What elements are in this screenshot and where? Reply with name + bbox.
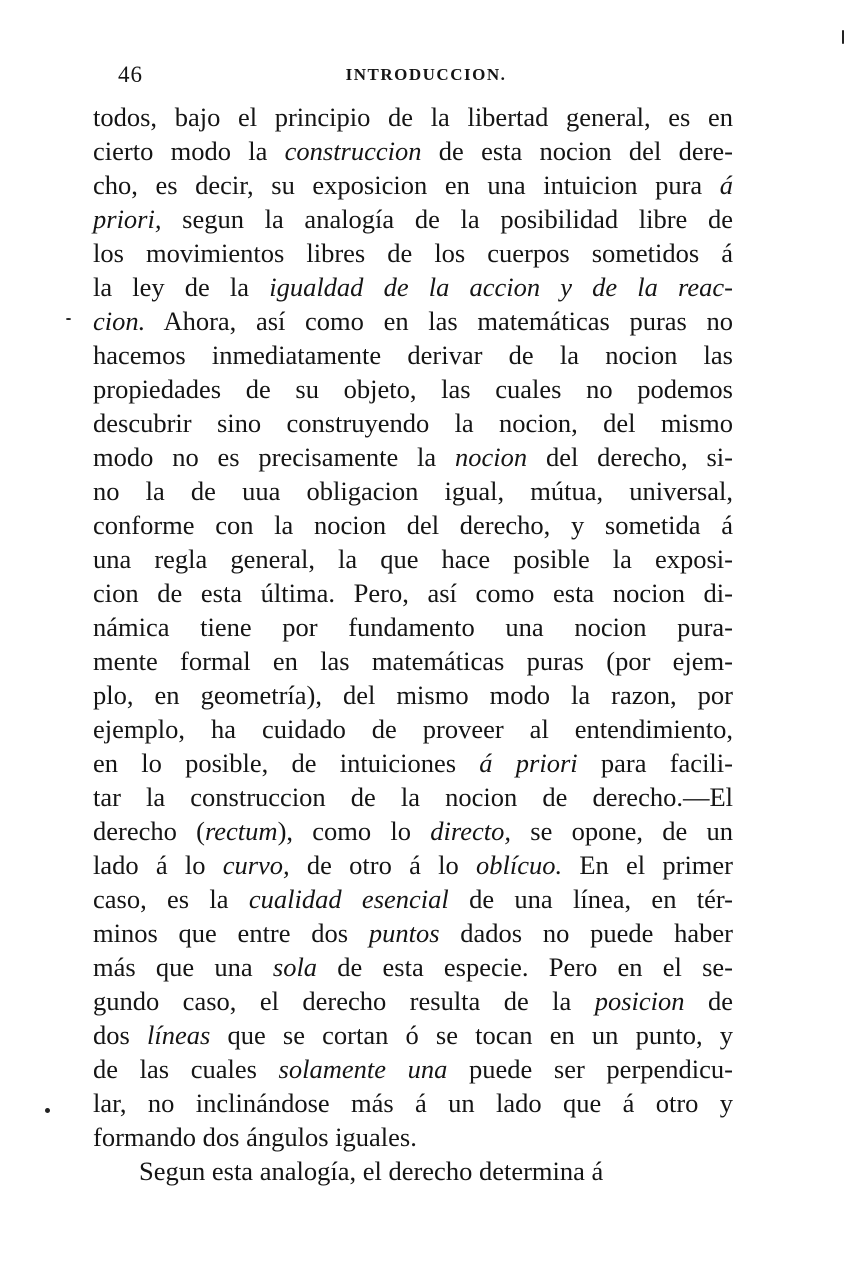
text-line bbox=[93, 474, 733, 508]
text-segment: dos bbox=[93, 1020, 147, 1050]
italic-text: igualdad de la accion y de la reac- bbox=[269, 272, 733, 302]
text-segment: de bbox=[684, 986, 733, 1016]
margin-mark bbox=[842, 30, 844, 44]
text-line bbox=[93, 372, 733, 406]
text-segment: cierto modo la bbox=[93, 136, 285, 166]
text-segment: formando dos ángulos iguales. bbox=[93, 1122, 417, 1152]
text-line bbox=[93, 304, 733, 338]
text-segment: hacemos inmediatamente derivar de la nocion las bbox=[93, 340, 733, 370]
text-segment: minos que entre dos bbox=[93, 918, 369, 948]
margin-mark bbox=[66, 318, 71, 320]
text-segment: cho, es decir, su exposicion en una intuicion pura bbox=[93, 170, 720, 200]
text-line bbox=[93, 984, 733, 1018]
text-line bbox=[93, 1086, 733, 1120]
text-segment: del derecho, si- bbox=[527, 442, 733, 472]
text-line bbox=[93, 882, 733, 916]
text-segment: propiedades de su objeto, las cuales no podemos bbox=[93, 374, 733, 404]
italic-text: directo, bbox=[430, 816, 511, 846]
italic-text: posicion bbox=[594, 986, 685, 1016]
text-line bbox=[93, 1052, 733, 1086]
page-number: 46 bbox=[118, 62, 143, 87]
text-segment: modo no es precisamente la bbox=[93, 442, 455, 472]
text-line bbox=[93, 916, 733, 950]
text-segment: puede ser perpendicu- bbox=[447, 1054, 733, 1084]
italic-text: cualidad esencial bbox=[248, 884, 449, 914]
text-segment: de esta nocion del dere- bbox=[421, 136, 733, 166]
text-line bbox=[93, 406, 733, 440]
text-segment: derecho ( bbox=[93, 816, 205, 846]
text-segment: la ley de la bbox=[93, 272, 270, 302]
page-header bbox=[118, 62, 734, 92]
text-line bbox=[93, 542, 733, 576]
text-line bbox=[93, 338, 733, 372]
italic-text: líneas bbox=[146, 1020, 211, 1050]
text-segment: descubrir sino construyendo la nocion, del mismo bbox=[93, 408, 733, 438]
italic-text: á bbox=[719, 170, 733, 200]
text-line bbox=[93, 508, 733, 542]
text-segment: Ahora, así como en las matemáticas puras no bbox=[145, 306, 733, 336]
text-segment: Segun esta analogía, el derecho determina á bbox=[139, 1156, 604, 1186]
italic-text: cion. bbox=[93, 306, 146, 336]
text-segment: plo, en geometría), del mismo modo la razon, por bbox=[93, 680, 733, 710]
italic-text: solamente una bbox=[278, 1054, 448, 1084]
italic-text: curvo, bbox=[222, 850, 290, 880]
text-segment: lado á lo bbox=[93, 850, 223, 880]
text-segment: todos, bajo el principio de la libertad general, es en bbox=[93, 102, 733, 132]
text-segment: tar la construccion de la nocion de derecho.—El bbox=[93, 782, 733, 812]
text-segment: más que una bbox=[93, 952, 273, 982]
italic-text: rectum bbox=[204, 816, 278, 846]
text-line bbox=[93, 814, 733, 848]
italic-text: sola bbox=[272, 952, 318, 982]
text-segment: segun la analogía de la posibilidad libre de bbox=[161, 204, 733, 234]
text-segment: de las cuales bbox=[93, 1054, 279, 1084]
text-segment: caso, es la bbox=[93, 884, 249, 914]
text-segment: lar, no inclinándose más á un lado que á otro y bbox=[93, 1088, 733, 1118]
text-segment: para facili- bbox=[577, 748, 733, 778]
text-segment: de una línea, en tér- bbox=[448, 884, 734, 914]
text-line bbox=[93, 1154, 733, 1188]
text-line bbox=[93, 678, 733, 712]
text-segment: una regla general, la que hace posible la exposi- bbox=[93, 544, 733, 574]
margin-mark bbox=[45, 1108, 50, 1113]
text-segment: En el primer bbox=[562, 850, 734, 880]
text-segment: gundo caso, el derecho resulta de la bbox=[93, 986, 595, 1016]
text-segment: en lo posible, de intuiciones bbox=[93, 748, 480, 778]
text-line bbox=[93, 712, 733, 746]
text-line bbox=[93, 440, 733, 474]
text-segment: mente formal en las matemáticas puras (por ejem- bbox=[93, 646, 733, 676]
text-line bbox=[93, 576, 733, 610]
running-head: INTRODUCCION. bbox=[345, 65, 507, 84]
text-segment: de otro á lo bbox=[289, 850, 476, 880]
italic-text: á priori bbox=[479, 748, 578, 778]
body-text bbox=[93, 100, 733, 1188]
text-segment: los movimientos libres de los cuerpos sometidos á bbox=[93, 238, 733, 268]
italic-text: construccion bbox=[284, 136, 422, 166]
italic-text: oblícuo. bbox=[475, 850, 563, 880]
text-segment: cion de esta última. Pero, así como esta nocion di- bbox=[93, 578, 733, 608]
text-line bbox=[93, 100, 733, 134]
text-line bbox=[93, 1120, 733, 1154]
text-segment: de esta especie. Pero en el se- bbox=[317, 952, 734, 982]
italic-text: nocion bbox=[455, 442, 528, 472]
text-segment: no la de uua obligacion igual, mútua, universal, bbox=[93, 476, 733, 506]
text-line bbox=[93, 236, 733, 270]
text-line bbox=[93, 134, 733, 168]
text-line bbox=[93, 848, 733, 882]
text-line bbox=[93, 202, 733, 236]
text-segment: ), como lo bbox=[277, 816, 431, 846]
text-line bbox=[93, 168, 733, 202]
text-line bbox=[93, 1018, 733, 1052]
text-line bbox=[93, 610, 733, 644]
text-line bbox=[93, 644, 733, 678]
italic-text: priori, bbox=[93, 204, 162, 234]
text-segment: námica tiene por fundamento una nocion pura- bbox=[93, 612, 733, 642]
text-line bbox=[93, 746, 733, 780]
text-line bbox=[93, 950, 733, 984]
text-segment: se opone, de un bbox=[511, 816, 734, 846]
text-segment: conforme con la nocion del derecho, y sometida á bbox=[93, 510, 733, 540]
text-segment: dados no puede haber bbox=[439, 918, 733, 948]
text-segment: ejemplo, ha cuidado de proveer al entendimiento, bbox=[93, 714, 733, 744]
text-segment: que se cortan ó se tocan en un punto, y bbox=[210, 1020, 733, 1050]
italic-text: puntos bbox=[368, 918, 440, 948]
text-line bbox=[93, 270, 733, 304]
text-line bbox=[93, 780, 733, 814]
